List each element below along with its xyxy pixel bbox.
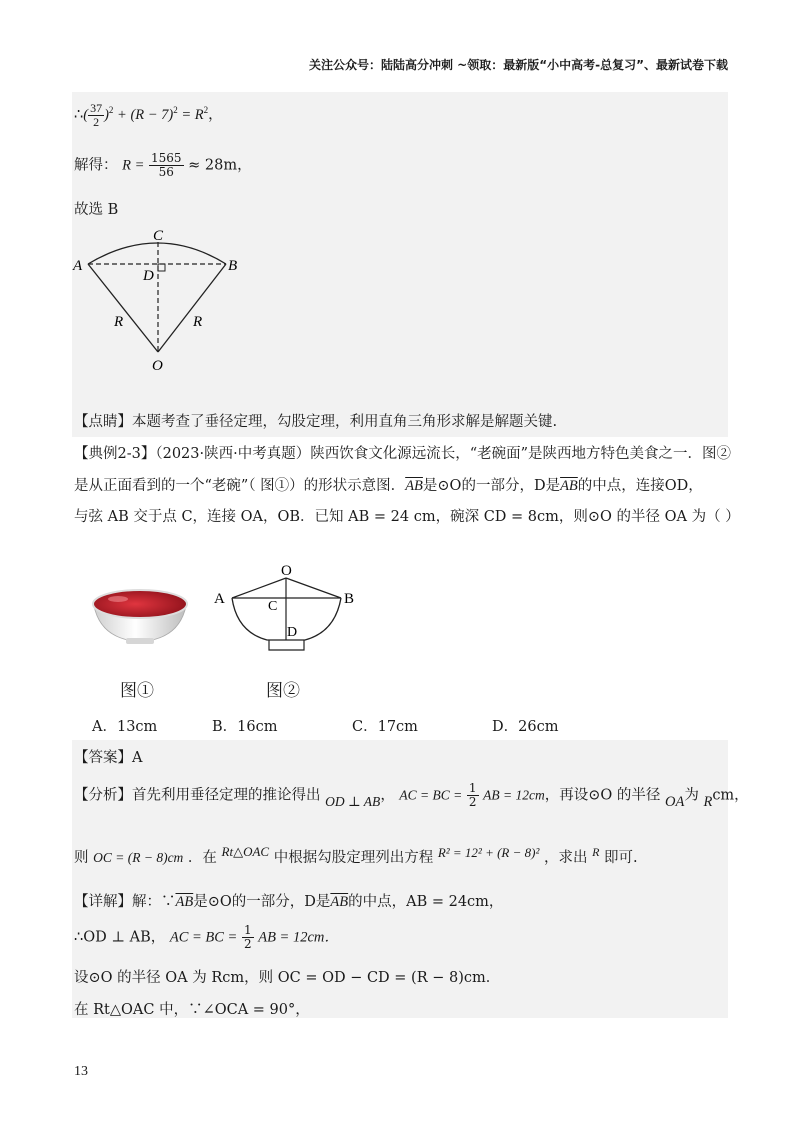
choice-line: 故选 B bbox=[74, 202, 119, 218]
detail-line-1: 【详解】解：$\because\overline{AB}$是⊙O的一部分，D是$\overline{AB}$的中点，AB = 24cm， bbox=[74, 894, 504, 910]
bowl-diagram bbox=[205, 562, 360, 662]
option-b: B．16cm bbox=[212, 719, 278, 735]
bowl-image bbox=[88, 582, 192, 648]
label-d: D bbox=[287, 625, 298, 640]
option-a: A．13cm bbox=[92, 719, 158, 735]
solve-line: 解得： R = $\frac{1565}{56}$ ≈ 28m， bbox=[74, 151, 252, 179]
line-oa bbox=[232, 578, 286, 598]
equation-line: ∴( $\frac{37}{2}$ )$^2 + (R - 7)^2 = R^2$， bbox=[74, 101, 223, 129]
label-d: D bbox=[143, 268, 154, 284]
answer-line: 【答案】A bbox=[74, 750, 143, 766]
comment-line: 【点睛】本题考查了垂径定理，勾股定理，利用直角三角形求解是解题关键. bbox=[74, 414, 558, 430]
analysis-line-1: 【分析】首先利用垂径定理的推论得出 OD ⊥ AB， AC = BC = $\frac{1}{2}$ AB = 12cm，再设⊙O 的半径 OA为 Rcm， bbox=[74, 781, 749, 810]
radius-ob bbox=[158, 264, 226, 352]
label-b: B bbox=[344, 591, 355, 607]
arc-ab bbox=[88, 243, 226, 264]
label-o: O bbox=[281, 563, 292, 579]
line-ob bbox=[286, 578, 341, 598]
problem-line-2: 是从正面看到的一个“老碗”（ 图①）的形状示意图．$\overline{AB}$是⊙O的一部分，D是$\overline{AB}$的中点，连接OD， bbox=[74, 478, 703, 494]
caption-fig2: 图② bbox=[266, 681, 300, 701]
label-o: O bbox=[152, 358, 163, 374]
label-b: B bbox=[228, 258, 238, 274]
right-angle-mark bbox=[158, 264, 165, 271]
bowl-base bbox=[269, 640, 304, 650]
label-r-left: R bbox=[114, 314, 124, 330]
analysis-line-2: 则 OC = (R − 8)cm ．在 Rt△OAC 中根据勾股定理列出方程 R² = 12² + (R − 8)² ，求出 $^R$ 即可. bbox=[74, 844, 638, 866]
option-c: C．17cm bbox=[352, 719, 418, 735]
detail-line-4: 在 Rt△OAC 中，∵∠OCA = 90°， bbox=[74, 1002, 310, 1018]
problem-line-3: 与弦 AB 交于点 C，连接 OA，OB．已知 AB = 24 cm，碗深 CD = 8cm，则⊙O 的半径 OA 为（ ） bbox=[74, 509, 740, 525]
label-r-right: R bbox=[193, 314, 203, 330]
detail-line-2: ∴OD ⊥ AB， AC = BC = $\frac{1}{2}$ AB = 12cm． bbox=[74, 923, 339, 951]
problem-line-1: 【典例2-3】（2023·陕西·中考真题）陕西饮食文化源远流长，“老碗面”是陕西地方特色美食之一．图② bbox=[74, 446, 732, 462]
option-d: D．26cm bbox=[492, 719, 559, 735]
page-header: 关注公众号：陆陆高分冲刺 ~领取：最新版“小中高考-总复习”、最新试卷下载 bbox=[309, 58, 728, 72]
label-c: C bbox=[268, 599, 278, 614]
label-c: C bbox=[153, 228, 164, 244]
page-number: 13 bbox=[74, 1064, 88, 1079]
detail-line-3: 设⊙O 的半径 OA 为 Rcm，则 OC = OD − CD = (R − 8)cm． bbox=[74, 970, 501, 986]
label-a: A bbox=[214, 591, 225, 607]
caption-fig1: 图① bbox=[120, 681, 154, 701]
circle-sector-figure bbox=[72, 224, 272, 376]
label-a: A bbox=[73, 258, 83, 274]
